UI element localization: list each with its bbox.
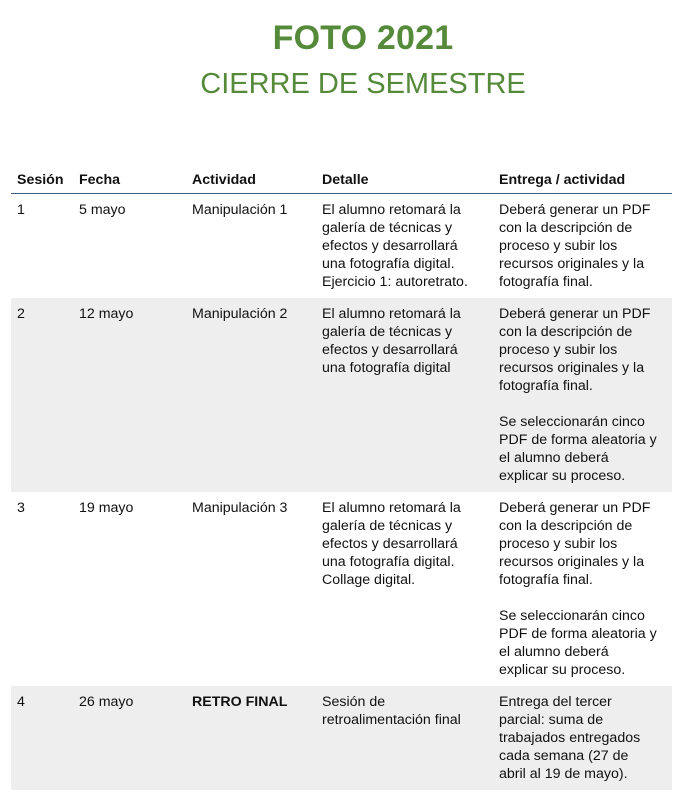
cell-actividad: Manipulación 1 [192, 202, 288, 218]
detalle-line: El alumno retomará la [322, 202, 461, 218]
column-header-detalle: Detalle [316, 166, 493, 194]
detalle-line: galería de técnicas y [322, 324, 453, 340]
cell-detalle [316, 492, 493, 686]
entrega-line: con la descripción de [499, 518, 633, 534]
cell-entrega [493, 194, 672, 299]
cell-entrega [493, 298, 672, 492]
column-header-sesion: Sesión [11, 166, 73, 194]
detalle-line: una fotografía digital [322, 360, 451, 376]
entrega-extra-line: PDF de forma aleatoria y [499, 626, 657, 642]
cell-fecha: 12 mayo [73, 298, 186, 492]
cell-detalle [316, 686, 493, 790]
entrega-line: recursos originales y la [499, 360, 645, 376]
column-header-fecha: Fecha [73, 166, 186, 194]
entrega-extra-line: Se seleccionarán cinco [499, 414, 645, 430]
cell-fecha: 19 mayo [79, 500, 134, 516]
entrega-line: parcial: suma de [499, 712, 604, 728]
detalle-line: una fotografía digital. [322, 256, 455, 272]
entrega-extra-line: el alumno deberá [499, 644, 609, 660]
detalle-line: Collage digital. [322, 572, 416, 588]
entrega-extra-line: PDF de forma aleatoria y [499, 432, 657, 448]
table-row [11, 686, 672, 790]
entrega-line: fotografía final. [499, 572, 593, 588]
schedule-table [11, 166, 672, 790]
page-subtitle: CIERRE DE SEMESTRE [200, 68, 526, 100]
detalle-line: El alumno retomará la [322, 500, 461, 516]
cell-fecha: 26 mayo [73, 686, 186, 790]
detalle-line: efectos y desarrollará [322, 342, 458, 358]
cell-actividad: Manipulación 3 [192, 500, 288, 516]
table-row [11, 298, 672, 492]
detalle-line: galería de técnicas y [322, 518, 453, 534]
cell-sesion: 4 [11, 686, 73, 790]
cell-entrega [493, 492, 672, 686]
entrega-line: proceso y subir los [499, 238, 618, 254]
cell-fecha: 5 mayo [79, 202, 126, 218]
entrega-line: trabajados entregados [499, 730, 641, 746]
detalle-line: Sesión de [322, 694, 386, 710]
entrega-line: con la descripción de [499, 220, 633, 236]
entrega-line: Deberá generar un PDF [499, 500, 651, 516]
entrega-line: Entrega del tercer [499, 694, 612, 710]
detalle-line: efectos y desarrollará [322, 536, 458, 552]
cell-entrega [493, 686, 672, 790]
entrega-line: abril al 19 de mayo). [499, 766, 628, 782]
detalle-line: una fotografía digital. [322, 554, 455, 570]
entrega-extra-line: el alumno deberá [499, 450, 609, 466]
page-title: FOTO 2021 [272, 19, 454, 57]
entrega-line: recursos originales y la [499, 256, 645, 272]
entrega-line: con la descripción de [499, 324, 633, 340]
entrega-line: fotografía final. [499, 274, 593, 290]
cell-sesion: 3 [17, 500, 25, 516]
cell-actividad: Manipulación 2 [186, 298, 316, 492]
detalle-line: El alumno retomará la [322, 306, 461, 322]
detalle-line: efectos y desarrollará [322, 238, 458, 254]
entrega-extra-line: explicar su proceso. [499, 662, 626, 678]
entrega-extra-line: explicar su proceso. [499, 468, 626, 484]
detalle-line: Ejercicio 1: autoretrato. [322, 274, 468, 290]
table-header-row [11, 166, 672, 194]
cell-detalle [316, 298, 493, 492]
entrega-line: Deberá generar un PDF [499, 202, 651, 218]
cell-sesion: 2 [11, 298, 73, 492]
paragraph-gap [499, 589, 666, 607]
entrega-line: fotografía final. [499, 378, 593, 394]
entrega-line: Deberá generar un PDF [499, 306, 651, 322]
detalle-line: retroalimentación final [322, 712, 461, 728]
table-row [11, 492, 672, 686]
column-header-actividad: Actividad [186, 166, 316, 194]
entrega-extra-line: Se seleccionarán cinco [499, 608, 645, 624]
cell-actividad: RETRO FINAL [186, 686, 316, 790]
table-row [11, 194, 672, 299]
entrega-line: recursos originales y la [499, 554, 645, 570]
cell-detalle [316, 194, 493, 299]
entrega-line: cada semana (27 de [499, 748, 629, 764]
column-header-entrega: Entrega / actividad [493, 166, 672, 194]
paragraph-gap [499, 395, 666, 413]
cell-sesion: 1 [17, 202, 25, 218]
entrega-line: proceso y subir los [499, 342, 618, 358]
detalle-line: galería de técnicas y [322, 220, 453, 236]
entrega-line: proceso y subir los [499, 536, 618, 552]
